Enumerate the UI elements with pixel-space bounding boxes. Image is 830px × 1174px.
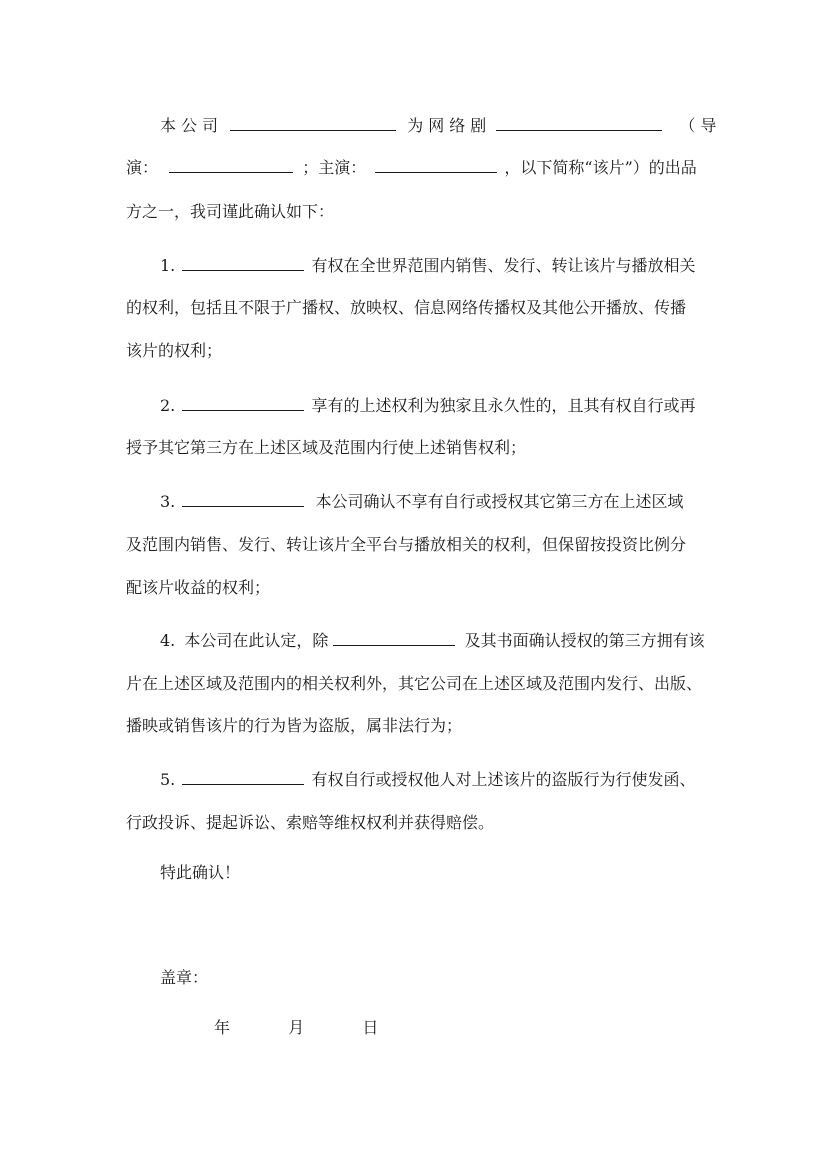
clause-text: 及其书面确认授权的第三方拥有该 [464,631,705,650]
drama-blank [496,116,662,131]
date-month: 月 [288,1018,305,1037]
clause-number: 1. [160,256,176,275]
clause-3-line-2: 及范围内销售、发行、转让该片全平台与播放相关的权利，但保留按投资比例分 [126,535,687,554]
intro-text: 为网络剧 [407,116,492,135]
intro-text: ，以下简称“该片”）的出品 [504,158,697,177]
company-blank [230,116,396,131]
rights-holder-blank [182,256,304,271]
clause-1-line-1 [126,256,706,276]
clause-2-line-2: 授予其它第三方在上述区域及范围内行使上述销售权利； [126,438,527,457]
clause-number: 5. [160,770,176,789]
intro-text: ；主演： [302,158,367,177]
clause-3-line-1 [126,492,706,512]
clause-number: 4. [160,631,176,650]
intro-text: 本公司 [160,116,224,135]
director-blank [169,158,293,173]
intro-line-1 [126,116,722,136]
clause-number: 2. [160,396,176,415]
rights-holder-blank [182,396,304,411]
clause-1-line-2: 的权利，包括且不限于广播权、放映权、信息网络传播权及其他公开播放、传播 [126,298,687,317]
clause-number: 3. [160,492,176,511]
date-year: 年 [214,1018,231,1037]
rights-holder-blank [182,770,304,785]
clause-text: 本公司确认不享有自行或授权其它第三方在上述区域 [315,492,684,511]
clause-5-line-2: 行政投诉、提起诉讼、索赔等维权权利并获得赔偿。 [126,813,495,832]
rights-holder-blank [333,631,455,646]
rights-holder-blank [182,492,304,507]
clause-4-line-3: 播映或销售该片的行为皆为盗版，属非法行为； [126,716,463,735]
intro-text: 演： [126,158,159,177]
intro-line-2 [126,158,706,178]
clause-text: 有权自行或授权他人对上述该片的盗版行为行使发函、 [311,770,696,789]
clause-3-line-3: 配该片收益的权利； [126,578,271,597]
cast-blank [375,158,497,173]
date-line [214,1018,794,1038]
date-day: 日 [362,1018,379,1037]
intro-text: （导 [679,116,722,135]
clause-5-line-1 [126,770,706,790]
intro-line-3: 方之一，我司谨此确认如下： [126,202,335,221]
clause-4-line-1 [126,631,706,651]
clause-2-line-1 [126,396,706,416]
closing-statement: 特此确认！ [160,863,241,882]
clause-text: 本公司在此认定，除 [184,631,329,650]
stamp-label: 盖章： [160,968,209,987]
clause-4-line-2: 片在上述区域及范围内的相关权利外，其它公司在上述区域及范围内发行、出版、 [126,674,703,693]
clause-text: 享有的上述权利为独家且永久性的，且其有权自行或再 [311,396,696,415]
clause-text: 有权在全世界范围内销售、发行、转让该片与播放相关 [311,256,696,275]
clause-1-line-3: 该片的权利； [126,341,223,360]
